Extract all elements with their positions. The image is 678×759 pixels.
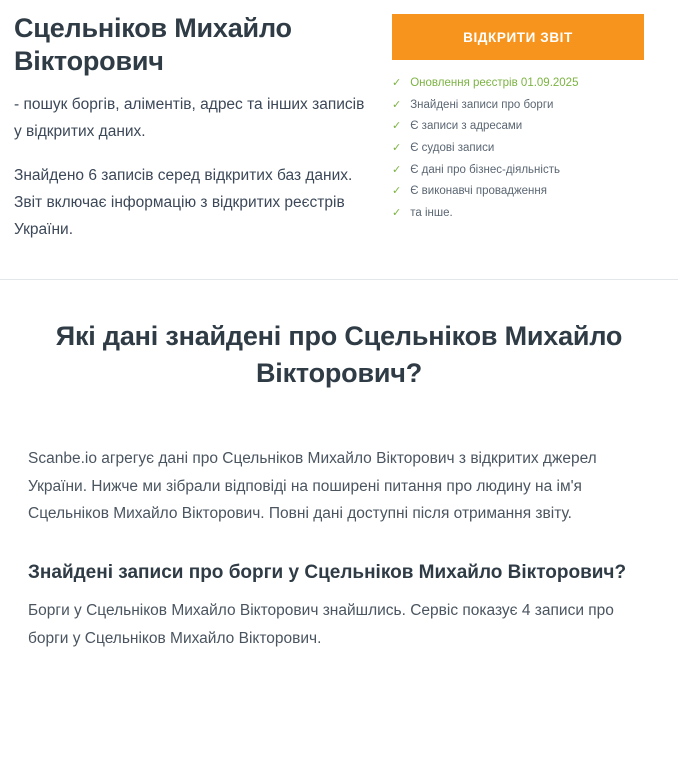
list-item [392, 74, 644, 93]
intro-paragraph: Scanbe.io агрегує дані про Сцельніков Михайло Вікторович з відкритих джерел України. Нижче ми зібрали відповіді на поширені питання про людину на ім'я Сцельніков Михайло Вікторович. Повні дані доступні після отримання звіту. [28, 450, 597, 523]
faq-section [28, 445, 650, 653]
faq-question: Знайдені записи про борги у Сцельніков Михайло Вікторович? [28, 561, 627, 583]
feature-label: Є судові записи [410, 141, 495, 154]
section-headline: Які дані знайдені про Сцельніков Михайло Вікторович? [55, 321, 623, 388]
check-icon: ✓ [392, 77, 402, 89]
feature-label: Є виконавчі провадження [410, 185, 547, 198]
section-divider [0, 279, 678, 280]
list-item [392, 96, 644, 115]
list-item [392, 117, 644, 136]
person-summary-block [14, 8, 374, 243]
page-title: Сцельніков Михайло Вікторович [14, 13, 292, 76]
check-icon: ✓ [392, 185, 402, 198]
list-item [392, 161, 644, 180]
check-icon: ✓ [392, 120, 402, 133]
list-item [392, 204, 644, 223]
list-item [392, 139, 644, 158]
check-icon: ✓ [392, 141, 402, 154]
top-section [0, 0, 678, 243]
list-item [392, 182, 644, 201]
check-icon: ✓ [392, 206, 402, 219]
feature-label: Знайдені записи про борги [410, 98, 554, 111]
check-icon: ✓ [392, 163, 402, 176]
feature-label: Оновлення реєстрів 01.09.2025 [410, 77, 579, 89]
open-report-button[interactable]: ВІДКРИТИ ЗВІТ [392, 14, 644, 60]
check-icon: ✓ [392, 98, 402, 111]
report-cta-block [392, 8, 644, 243]
feature-label: Є дані про бізнес-діяльність [410, 163, 560, 176]
records-summary-text: Знайдено 6 записів серед відкритих баз даних. Звіт включає інформацію з відкритих реєстрів України. [14, 167, 353, 238]
feature-label: та інше. [410, 206, 453, 219]
feature-label: Є записи з адресами [410, 120, 523, 133]
report-feature-list [392, 74, 644, 222]
page-subtitle: - пошук боргів, аліментів, адрес та інших записів у відкритих даних. [14, 95, 365, 140]
faq-answer: Борги у Сцельніков Михайло Вікторович знайшлись. Сервіс показує 4 записи про борги у Сцельніков Михайло Вікторович. [28, 602, 614, 647]
